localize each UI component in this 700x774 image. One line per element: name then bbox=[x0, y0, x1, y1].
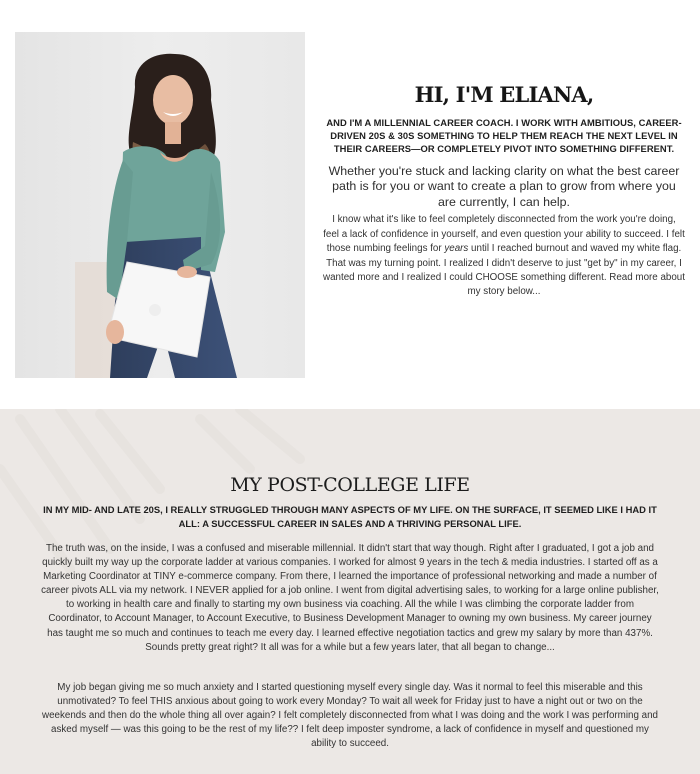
story-heading: MY POST-COLLEGE LIFE bbox=[230, 474, 470, 496]
intro-lead-paragraph: Whether you're stuck and lacking clarity on what the best career path is for you or want to create a plan to grow from where you are currently, I can help. bbox=[328, 163, 680, 209]
intro-body-part2: until I reached burnout and waved my white flag. That was my turning point. I realized I didn't deserve to just "get by" in my career, I wanted more and I realized I could CHOOSE something different. Read more about my story below... bbox=[323, 243, 685, 298]
intro-heading: HI, I'M ELIANA, bbox=[414, 82, 594, 107]
portrait-illustration bbox=[15, 32, 305, 378]
story-subheading: IN MY MID- AND LATE 20S, I REALLY STRUGGLED THROUGH MANY ASPECTS OF MY LIFE. ON THE SURFACE, IT SEEMED LIKE I HAD IT ALL: A SUCCESSFUL CAREER IN SALES AND A THRIVING PERSONAL LIFE. bbox=[43, 504, 657, 529]
intro-body-part1: I know what it's like to feel completely disconnected from the work you're doing, feel a lack of confidence in yourself, and even question your ability to succeed. I felt those numbing feelings for bbox=[323, 214, 685, 255]
profile-photo bbox=[15, 32, 305, 378]
intro-text-block bbox=[323, 82, 685, 300]
intro-subheading: AND I'M A MILLENNIAL CAREER COACH. I WORK WITH AMBITIOUS, CAREER-DRIVEN 20S & 30S SOMETHING TO HELP THEM REACH THE NEXT LEVEL IN THEIR CAREERS—OR COMPLETELY PIVOT INTO SOMETHING DIFFERENT. bbox=[326, 117, 682, 155]
story-paragraph-2: My job began giving me so much anxiety and I started questioning myself every single day. Was it normal to feel this miserable and this unmotivated? To feel THIS anxious about going to work every Monday? To wait all week for Friday just to have a night out or two on the weekends and then do the whole thing all over again? I felt completely disconnected from what I was doing and the work I was performing and asked myself — was this going to be the rest of my life?? I felt deep imposter syndrome, a lack of confidence in myself and questioned my ability to succeed. bbox=[42, 682, 658, 750]
intro-body-emphasis: years bbox=[444, 243, 469, 255]
intro-body-paragraph bbox=[323, 213, 685, 299]
post-college-section bbox=[0, 409, 700, 774]
story-paragraph-1: The truth was, on the inside, I was a confused and miserable millennial. It didn't start that way though. Right after I graduated, I got a job and quickly built my way up the corporate ladder at various companies. I worked for almost 9 years in the tech & media industries. I started off as a Marketing Coordinator at TINY e-commerce company. From there, I learned the importance of professional networking and made a number of career pivots ALL via my network. I NEVER applied for a job online. I went from digital advertising sales, to working for a large online publisher, to working in health care and finally to starting my own business via coaching. All the while I was climbing the corporate ladder from Coordinator, to Account Manager, to Account Executive, to Business Development Manager to owning my own business. My career journey has taught me so much and continues to teach me every day. I learned effective negotiation tactics and grew my salary by more than 437%. Sounds pretty great right? It all was for a while but a few years later, that all began to change... bbox=[41, 543, 659, 653]
